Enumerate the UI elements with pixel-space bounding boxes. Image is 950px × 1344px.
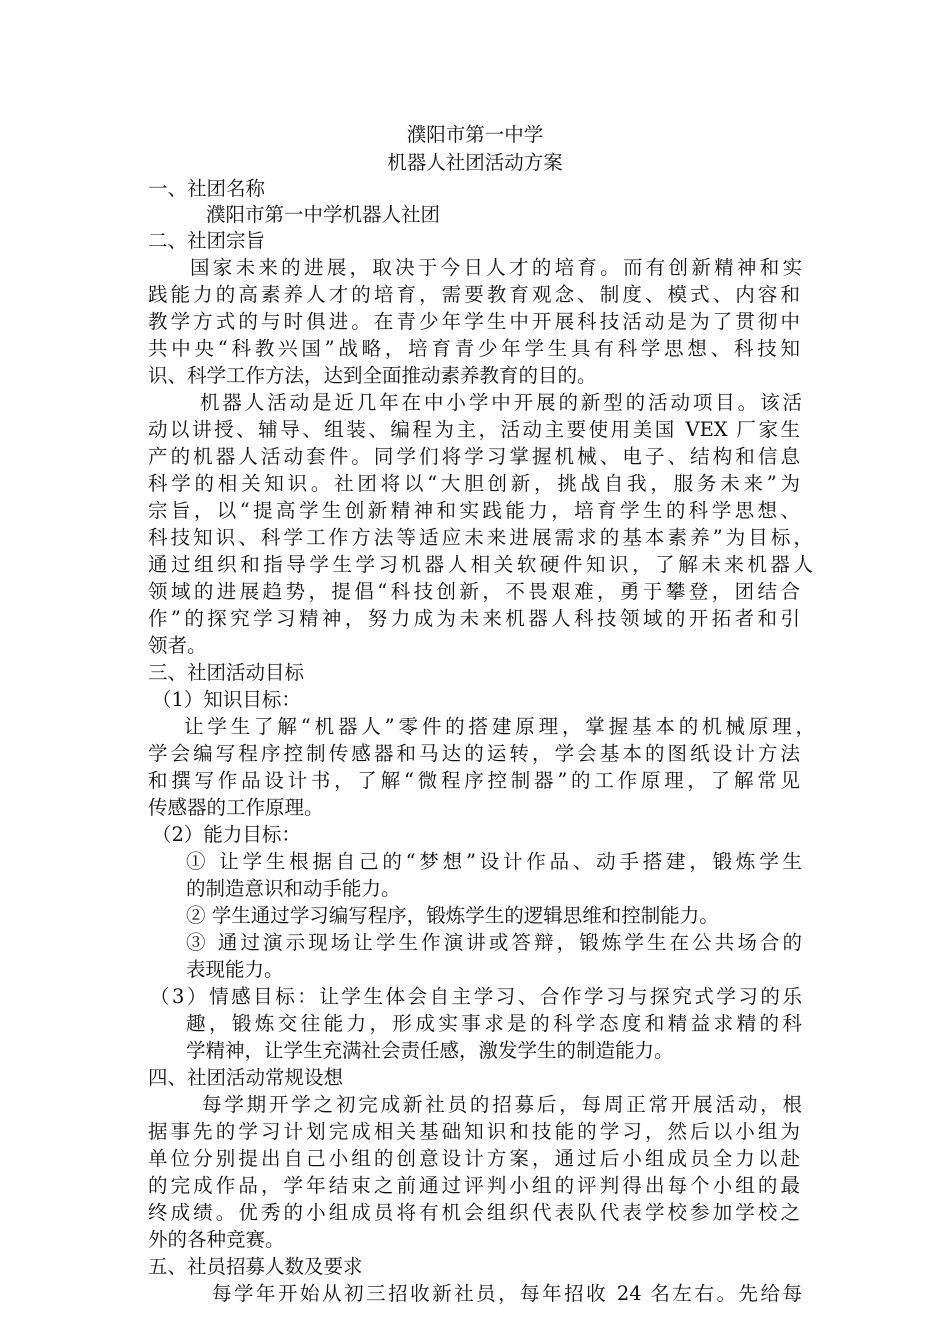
paragraph-line: 宗旨，以“提高学生创新精神和实践能力，培育学生的科学思想、 — [148, 499, 800, 522]
club-name: 濮阳市第一中学机器人社团 — [206, 203, 441, 226]
list-item: 表现能力。 — [186, 958, 284, 981]
paragraph-line: 和撰写作品设计书，了解“微程序控制器”的工作原理，了解常见 — [148, 769, 800, 792]
section-3-heading: 三、社团活动目标 — [148, 661, 305, 684]
paragraph-line: 通过组织和指导学生学习机器人相关软硬件知识，了解未来机器人 — [148, 553, 813, 576]
plan-title: 机器人社团活动方案 — [387, 151, 563, 174]
paragraph-line: 国家未来的进展，取决于今日人才的培育。而有创新精神和实 — [190, 256, 802, 279]
paragraph-line: 据事先的学习计划完成相关基础知识和技能的学习，然后以小组为 — [148, 1120, 800, 1143]
paragraph-line: 共中央“科教兴国”战略，培育青少年学生具有科学思想、科技知 — [148, 337, 800, 360]
emotion-goal-line: 学精神，让学生充满社会责任感，激发学生的制造能力。 — [186, 1039, 674, 1062]
knowledge-goal-label: （1）知识目标： — [152, 688, 301, 711]
section-5-heading: 五、社员招募人数及要求 — [148, 1255, 363, 1278]
section-2-heading: 二、社团宗旨 — [148, 229, 266, 252]
paragraph-line: 动以讲授、辅导、组装、编程为主，活动主要使用美国 VEX 厂家生 — [148, 418, 800, 441]
ability-goal-label: （2）能力目标： — [152, 823, 301, 846]
paragraph-line: 识、科学工作方法，达到全面推动素养教育的目的。 — [148, 364, 597, 387]
paragraph-line: 领者。 — [148, 634, 207, 657]
paragraph-line: 的完成作品，学年结束之前通过评判小组的评判得出每个小组的最 — [148, 1174, 800, 1197]
paragraph-line: 科技知识、科学工作方法等适应未来进展需求的基本素养”为目标， — [148, 526, 813, 549]
paragraph-line: 作”的探究学习精神，努力成为未来机器人科技领域的开拓者和引 — [148, 607, 800, 630]
emotion-goal-line: 趣，锻炼交往能力，形成实事求是的科学态度和精益求精的科 — [186, 1012, 802, 1035]
section-1-heading: 一、社团名称 — [148, 177, 266, 200]
section-4-heading: 四、社团活动常规设想 — [148, 1066, 344, 1089]
paragraph-line: 外的各种竞赛。 — [148, 1228, 285, 1251]
paragraph-line: 单位分别提出自己小组的创意设计方案，通过后小组成员全力以赴 — [148, 1147, 800, 1170]
paragraph-line: 终成绩。优秀的小组成员将有机会组织代表队代表学校参加学校之 — [148, 1201, 800, 1224]
list-item: 的制造意识和动手能力。 — [186, 877, 401, 900]
school-title: 濮阳市第一中学 — [406, 123, 544, 146]
list-item: ② 学生通过学习编写程序，锻炼学生的逻辑思维和控制能力。 — [186, 904, 719, 927]
paragraph-line: 科学的相关知识。社团将以“大胆创新，挑战自我，服务未来”为 — [148, 472, 800, 495]
paragraph-line: 传感器的工作原理。 — [148, 796, 324, 819]
paragraph-line: 领域的进展趋势，提倡“科技创新，不畏艰难，勇于攀登，团结合 — [148, 580, 800, 603]
paragraph-line: 学会编写程序控制传感器和马达的运转，学会基本的图纸设计方法 — [148, 742, 800, 765]
paragraph-line: 教学方式的与时俱进。在青少年学生中开展科技活动是为了贯彻中 — [148, 310, 800, 333]
list-item: ① 让学生根据自己的“梦想”设计作品、动手搭建，锻炼学生 — [186, 850, 802, 873]
list-item: ③ 通过演示现场让学生作演讲或答辩，锻炼学生在公共场合的 — [186, 931, 802, 954]
paragraph-line: 让学生了解“机器人”零件的搭建原理，掌握基本的机械原理， — [184, 715, 815, 738]
emotion-goal-line: （3）情感目标：让学生体会自主学习、合作学习与探究式学习的乐 — [150, 985, 802, 1008]
paragraph-line: 每学期开学之初完成新社员的招募后，每周正常开展活动，根 — [202, 1093, 802, 1116]
paragraph-line: 机器人活动是近几年在中小学中开展的新型的活动项目。该活 — [200, 391, 802, 414]
paragraph-line: 践能力的高素养人才的培育，需要教育观念、制度、模式、内容和 — [148, 283, 800, 306]
paragraph-line: 每学年开始从初三招收新社员，每年招收 24 名左右。先给每 — [212, 1282, 802, 1305]
paragraph-line: 产的机器人活动套件。同学们将学习掌握机械、电子、结构和信息 — [148, 445, 800, 468]
